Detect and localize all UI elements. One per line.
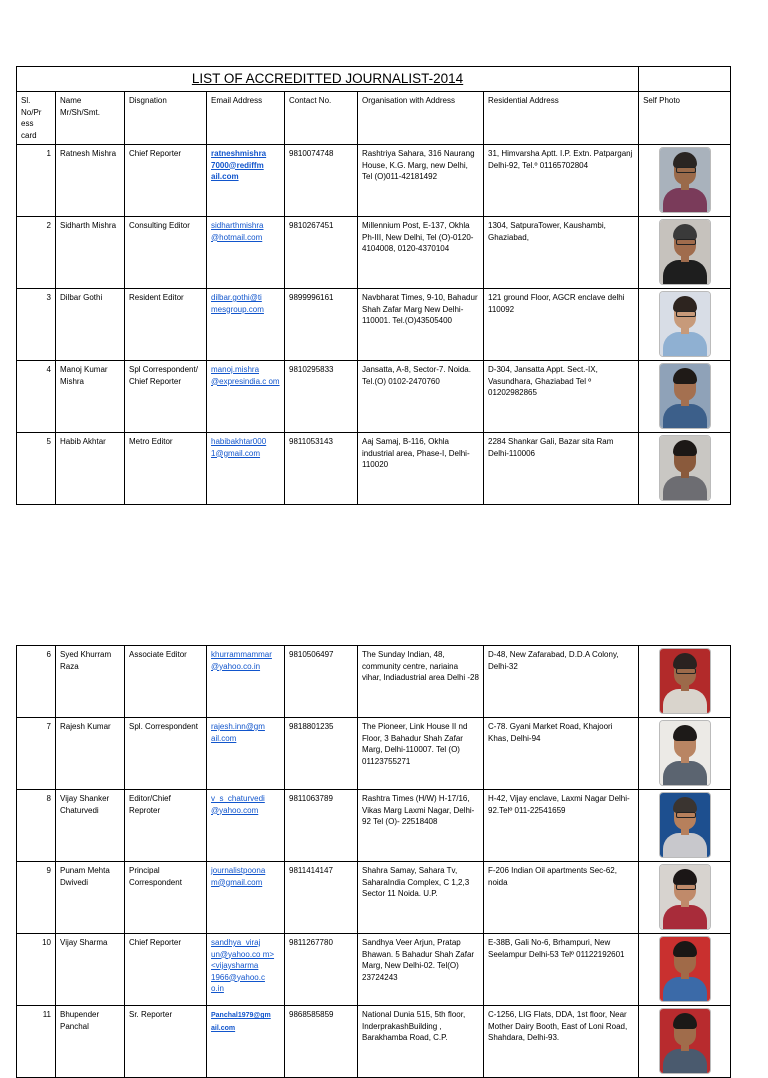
sl-cell: 9 bbox=[17, 862, 56, 934]
organisation-cell: Rashtra Times (H/W) H-17/16, Vikas Marg Laxmi Nagar, Delhi-92 Tel (O)- 22518408 bbox=[358, 790, 484, 862]
residential-cell: D-48, New Zafarabad, D.D.A Colony, Delhi-32 bbox=[484, 646, 639, 718]
photo-cell bbox=[639, 646, 731, 718]
name-cell: Sidharth Mishra bbox=[56, 217, 125, 289]
photo-shirt bbox=[663, 188, 707, 213]
self-photo bbox=[659, 792, 711, 858]
photo-shirt bbox=[663, 404, 707, 429]
table-row bbox=[17, 1006, 731, 1078]
photo-shirt bbox=[663, 260, 707, 285]
contact-cell: 9810074748 bbox=[285, 145, 358, 217]
photo-shirt bbox=[663, 977, 707, 1002]
email-cell bbox=[207, 934, 285, 1006]
table-row bbox=[17, 934, 731, 1006]
email-cell bbox=[207, 790, 285, 862]
header-contact: Contact No. bbox=[285, 92, 358, 145]
table-body-bottom bbox=[17, 646, 731, 1078]
header-name: Name Mr/Sh/Smt. bbox=[56, 92, 125, 145]
self-photo bbox=[659, 435, 711, 501]
table-row bbox=[17, 790, 731, 862]
contact-cell: 9810506497 bbox=[285, 646, 358, 718]
organisation-cell: Shahra Samay, Sahara Tv, SaharaIndia Complex, C 1,2,3 Sector 11 Noida. U.P. bbox=[358, 862, 484, 934]
table-row bbox=[17, 862, 731, 934]
residential-cell: C-78. Gyani Market Road, Khajoori Khas, Delhi-94 bbox=[484, 718, 639, 790]
organisation-cell: National Dunia 515, 5th floor, InderprakashBuilding , Barakhamba Road, C.P. bbox=[358, 1006, 484, 1078]
organisation-cell: Navbharat Times, 9-10, Bahadur Shah Zafar Marg New Delhi-110001. Tel.(O)43505400 bbox=[358, 289, 484, 361]
self-photo bbox=[659, 648, 711, 714]
photo-hair bbox=[673, 296, 697, 312]
designation-cell: Consulting Editor bbox=[125, 217, 207, 289]
email-cell bbox=[207, 289, 285, 361]
photo-cell bbox=[639, 433, 731, 505]
residential-cell: F-206 Indian Oil apartments Sec-62, noida bbox=[484, 862, 639, 934]
contact-cell: 9811063789 bbox=[285, 790, 358, 862]
sl-cell: 8 bbox=[17, 790, 56, 862]
photo-cell bbox=[639, 934, 731, 1006]
photo-shirt bbox=[663, 905, 707, 930]
designation-cell: Principal Correspondent bbox=[125, 862, 207, 934]
email-link[interactable]: v_s_chaturvedi @yahoo.com bbox=[211, 794, 265, 815]
table-row bbox=[17, 361, 731, 433]
photo-hair bbox=[673, 224, 697, 240]
header-designation: Disgnation bbox=[125, 92, 207, 145]
email-cell bbox=[207, 361, 285, 433]
self-photo bbox=[659, 936, 711, 1002]
header-sl: Sl. No/Pr ess card bbox=[17, 92, 56, 145]
photo-cell bbox=[639, 790, 731, 862]
email-link[interactable]: sidharthmishra @hotmail.com bbox=[211, 221, 264, 242]
designation-cell: Spl. Correspondent bbox=[125, 718, 207, 790]
designation-cell: Spl Correspondent/ Chief Reporter bbox=[125, 361, 207, 433]
contact-cell: 9810267451 bbox=[285, 217, 358, 289]
table-row bbox=[17, 145, 731, 217]
sl-cell: 2 bbox=[17, 217, 56, 289]
self-photo bbox=[659, 1008, 711, 1074]
photo-hair bbox=[673, 869, 697, 885]
photo-hair bbox=[673, 725, 697, 741]
header-organisation: Organisation with Address bbox=[358, 92, 484, 145]
residential-cell: H-42, Vijay enclave, Laxmi Nagar Delhi-92.Telº 011-22541659 bbox=[484, 790, 639, 862]
sl-cell: 6 bbox=[17, 646, 56, 718]
photo-cell bbox=[639, 862, 731, 934]
sl-cell: 7 bbox=[17, 718, 56, 790]
table-row bbox=[17, 718, 731, 790]
sl-cell: 3 bbox=[17, 289, 56, 361]
photo-hair bbox=[673, 440, 697, 456]
email-link[interactable]: manoj.mishra @expresindia.c om bbox=[211, 365, 280, 386]
name-cell: Habib Akhtar bbox=[56, 433, 125, 505]
email-cell bbox=[207, 145, 285, 217]
residential-cell: 1304, SatpuraTower, Kaushambi, Ghaziabad, bbox=[484, 217, 639, 289]
self-photo bbox=[659, 864, 711, 930]
name-cell: Vijay Sharma bbox=[56, 934, 125, 1006]
designation-cell: Associate Editor bbox=[125, 646, 207, 718]
photo-hair bbox=[673, 941, 697, 957]
self-photo bbox=[659, 720, 711, 786]
photo-hair bbox=[673, 368, 697, 384]
contact-cell: 9811267780 bbox=[285, 934, 358, 1006]
contact-cell: 9811053143 bbox=[285, 433, 358, 505]
sl-cell: 4 bbox=[17, 361, 56, 433]
contact-cell: 9810295833 bbox=[285, 361, 358, 433]
photo-glasses bbox=[676, 812, 696, 818]
photo-hair bbox=[673, 1013, 697, 1029]
email-cell bbox=[207, 217, 285, 289]
photo-shirt bbox=[663, 761, 707, 786]
sl-cell: 5 bbox=[17, 433, 56, 505]
email-link[interactable]: journalistpoona m@gmail.com bbox=[211, 866, 266, 887]
designation-cell: Chief Reporter bbox=[125, 934, 207, 1006]
name-cell: Bhupender Panchal bbox=[56, 1006, 125, 1078]
designation-cell: Sr. Reporter bbox=[125, 1006, 207, 1078]
contact-cell: 9811414147 bbox=[285, 862, 358, 934]
organisation-cell: Millennium Post, E-137, Okhla Ph-III, New Delhi, Tel (O)-0120-4104008, 0120-4370104 bbox=[358, 217, 484, 289]
photo-cell bbox=[639, 145, 731, 217]
email-link[interactable]: dilbar.gothi@ti mesgroup.com bbox=[211, 293, 264, 314]
photo-hair bbox=[673, 653, 697, 669]
residential-cell: 31, Himvarsha Aptt. I.P. Extn. Patparganj Delhi-92, Tel.º 01165702804 bbox=[484, 145, 639, 217]
designation-cell: Chief Reporter bbox=[125, 145, 207, 217]
email-cell bbox=[207, 646, 285, 718]
organisation-cell: The Sunday Indian, 48, community centre, nariaina vihar, Indiadustrial area Delhi -28 bbox=[358, 646, 484, 718]
self-photo bbox=[659, 363, 711, 429]
designation-cell: Resident Editor bbox=[125, 289, 207, 361]
name-cell: Punam Mehta Dwivedi bbox=[56, 862, 125, 934]
name-cell: Syed Khurram Raza bbox=[56, 646, 125, 718]
photo-shirt bbox=[663, 332, 707, 357]
header-residential: Residential Address bbox=[484, 92, 639, 145]
email-link[interactable]: khurrammammar @yahoo.co.in bbox=[211, 650, 272, 671]
organisation-cell: Sandhya Veer Arjun, Pratap Bhawan. 5 Bahadur Shah Zafar Marg, New Delhi-02. Tel(O) 23724243 bbox=[358, 934, 484, 1006]
title-cell bbox=[17, 67, 639, 92]
self-photo bbox=[659, 219, 711, 285]
journalist-table-page-1 bbox=[16, 66, 731, 505]
sl-cell: 1 bbox=[17, 145, 56, 217]
header-photo: Self Photo bbox=[639, 92, 731, 145]
email-cell bbox=[207, 862, 285, 934]
photo-cell bbox=[639, 217, 731, 289]
email-link[interactable]: sandhya_viraj un@yahoo.co m> <vijaysharma 1966@yahoo.c o.in bbox=[211, 938, 275, 993]
self-photo bbox=[659, 147, 711, 213]
contact-cell: 9899996161 bbox=[285, 289, 358, 361]
photo-shirt bbox=[663, 476, 707, 501]
table-row bbox=[17, 433, 731, 505]
photo-cell bbox=[639, 718, 731, 790]
designation-cell: Editor/Chief Reproter bbox=[125, 790, 207, 862]
residential-cell: 121 ground Floor, AGCR enclave delhi 110092 bbox=[484, 289, 639, 361]
photo-glasses bbox=[676, 239, 696, 245]
photo-glasses bbox=[676, 884, 696, 890]
header-row bbox=[17, 92, 731, 145]
contact-cell: 9818801235 bbox=[285, 718, 358, 790]
photo-glasses bbox=[676, 167, 696, 173]
residential-cell: 2284 Shankar Gali, Bazar sita Ram Delhi-110006 bbox=[484, 433, 639, 505]
photo-shirt bbox=[663, 833, 707, 858]
residential-cell: E-38B, Gali No-6, Brhampuri, New Seelampur Delhi-53 Telº 01122192601 bbox=[484, 934, 639, 1006]
journalist-table-page-2 bbox=[16, 645, 731, 1078]
self-photo bbox=[659, 291, 711, 357]
photo-cell bbox=[639, 1006, 731, 1078]
sl-cell: 11 bbox=[17, 1006, 56, 1078]
photo-hair bbox=[673, 797, 697, 813]
name-cell: Rajesh Kumar bbox=[56, 718, 125, 790]
photo-shirt bbox=[663, 1049, 707, 1074]
table-body-top bbox=[17, 145, 731, 505]
table-row bbox=[17, 646, 731, 718]
sl-cell: 10 bbox=[17, 934, 56, 1006]
organisation-cell: Aaj Samaj, B-116, Okhla industrial area, Phase-I, Delhi-110020 bbox=[358, 433, 484, 505]
photo-cell bbox=[639, 361, 731, 433]
name-cell: Manoj Kumar Mishra bbox=[56, 361, 125, 433]
name-cell: Dilbar Gothi bbox=[56, 289, 125, 361]
designation-cell: Metro Editor bbox=[125, 433, 207, 505]
photo-hair bbox=[673, 152, 697, 168]
organisation-cell: Jansatta, A-8, Sector-7. Noida. Tel.(O) 0102-2470760 bbox=[358, 361, 484, 433]
photo-glasses bbox=[676, 311, 696, 317]
name-cell: Ratnesh Mishra bbox=[56, 145, 125, 217]
photo-glasses bbox=[676, 668, 696, 674]
email-cell bbox=[207, 1006, 285, 1078]
table-row bbox=[17, 289, 731, 361]
email-link[interactable]: rajesh.inn@gm ail.com bbox=[211, 722, 265, 743]
contact-cell: 9868585859 bbox=[285, 1006, 358, 1078]
email-cell bbox=[207, 433, 285, 505]
organisation-cell: The Pioneer, Link House II nd Floor, 3 Bahadur Shah Zafar Marg, Delhi-110007. Tel (O) 01123755271 bbox=[358, 718, 484, 790]
header-email: Email Address bbox=[207, 92, 285, 145]
table-row bbox=[17, 217, 731, 289]
email-link[interactable]: habibakhtar000 1@gmail.com bbox=[211, 437, 267, 458]
title-blank-cell bbox=[639, 67, 731, 92]
organisation-cell: Rashtriya Sahara, 316 Naurang House, K.G. Marg, new Delhi, Tel (O)011-42181492 bbox=[358, 145, 484, 217]
photo-shirt bbox=[663, 689, 707, 714]
email-link[interactable]: Panchal1979@gm ail.com bbox=[211, 1012, 271, 1032]
page-title: LIST OF ACCREDITTED JOURNALIST-2014 bbox=[191, 71, 464, 86]
photo-cell bbox=[639, 289, 731, 361]
name-cell: Vijay Shanker Chaturvedi bbox=[56, 790, 125, 862]
residential-cell: C-1256, LIG Flats, DDA, 1st floor, Near Mother Dairy Booth, East of Loni Road, Shahdara, Delhi-93. bbox=[484, 1006, 639, 1078]
email-link[interactable]: ratneshmishra 7000@rediffm ail.com bbox=[211, 149, 267, 181]
email-cell bbox=[207, 718, 285, 790]
residential-cell: D-304, Jansatta Appt. Sect.-IX, Vasundhara, Ghaziabad Tel º 01202982865 bbox=[484, 361, 639, 433]
